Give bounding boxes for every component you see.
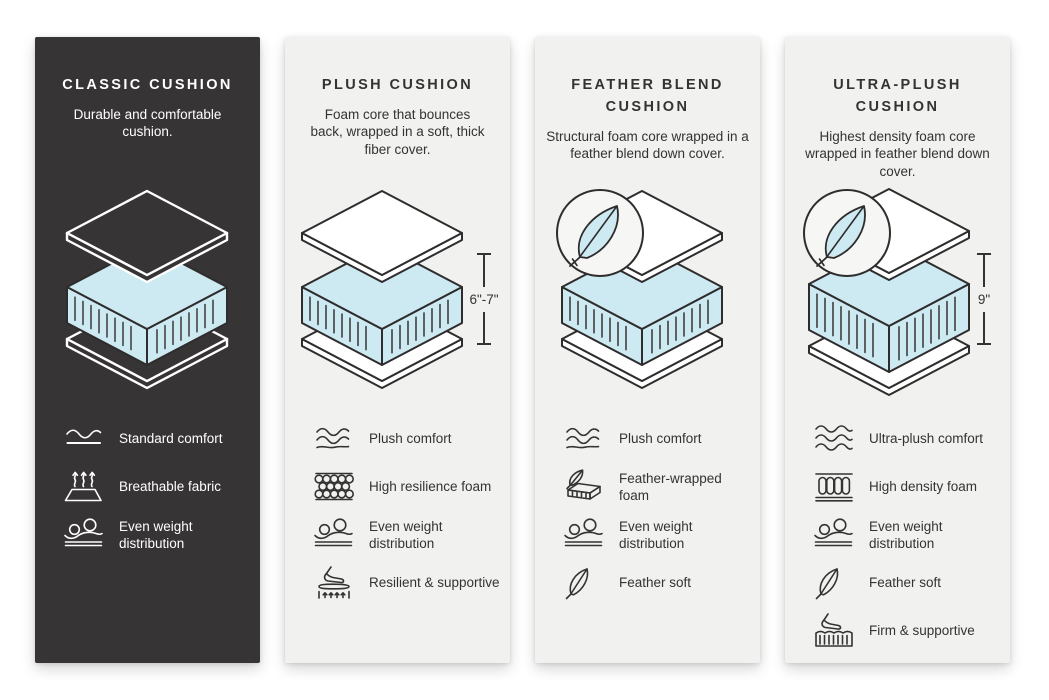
feature-label: Even weight distribution xyxy=(119,518,193,551)
panel-feather-blend-cushion xyxy=(535,37,760,663)
feature-item xyxy=(561,469,752,505)
measure-cap-bottom xyxy=(977,343,991,345)
triple-wave-icon xyxy=(811,421,857,457)
double-wave-icon xyxy=(561,421,607,457)
panel-description: Structural foam core wrapped in a feather blend down cover. xyxy=(546,128,749,162)
panel-header xyxy=(535,37,760,187)
circles-on-waves-icon xyxy=(311,517,357,553)
height-measurement-label: 6"-7" xyxy=(469,291,499,307)
measure-cap-bottom xyxy=(477,343,491,345)
feature-label: Resilient & supportive xyxy=(369,575,500,591)
height-measurement xyxy=(974,253,994,345)
foot-on-mattress-icon xyxy=(811,613,857,649)
panel-plush-cushion xyxy=(285,37,510,663)
panel-description: Foam core that bounces back, wrapped in a soft, thick fiber cover. xyxy=(310,106,485,157)
cushion-layers-illustration xyxy=(535,187,760,419)
feature-item xyxy=(561,565,752,601)
feature-label: Plush comfort xyxy=(369,431,452,447)
feature-item xyxy=(311,469,502,505)
double-wave-icon xyxy=(311,421,357,457)
cushion-layers-drawing xyxy=(35,187,260,399)
panel-title: FEATHER BLEND CUSHION xyxy=(571,77,724,115)
feature-list xyxy=(35,421,260,565)
measure-line xyxy=(483,255,485,287)
feature-item xyxy=(811,565,1002,601)
foot-spring-arrows-icon xyxy=(311,565,357,601)
feature-label: Standard comfort xyxy=(119,431,223,447)
panel-header xyxy=(285,37,510,187)
panel-title: CLASSIC CUSHION xyxy=(62,77,233,93)
feature-label: Even weight distribution xyxy=(619,518,693,551)
feature-label: Ultra-plush comfort xyxy=(869,431,984,447)
height-measurement-label: 9" xyxy=(977,291,991,307)
feature-item xyxy=(311,565,502,601)
cushion-layers-illustration xyxy=(285,187,510,419)
panel-header xyxy=(785,37,1010,187)
feature-list xyxy=(285,421,510,613)
panel-header xyxy=(35,37,260,187)
feature-item xyxy=(311,421,502,457)
feature-item xyxy=(61,517,252,553)
steam-mattress-icon xyxy=(61,469,107,505)
feature-item xyxy=(811,421,1002,457)
circles-on-waves-icon xyxy=(561,517,607,553)
panel-ultra-plush-cushion xyxy=(785,37,1010,663)
foam-cells-icon xyxy=(811,469,857,505)
feather-wrapped-block-icon xyxy=(561,469,607,505)
wave-line-icon xyxy=(61,421,107,457)
feature-label: Firm & supportive xyxy=(869,623,975,639)
feature-item xyxy=(811,613,1002,649)
feather-icon xyxy=(811,565,857,601)
height-measurement xyxy=(469,253,499,345)
panel-description: Highest density foam core wrapped in feather blend down cover. xyxy=(805,128,990,179)
panel-title: ULTRA-PLUSH CUSHION xyxy=(833,77,962,115)
feature-label: Feather-wrapped foam xyxy=(619,470,722,503)
panel-classic-cushion xyxy=(35,37,260,663)
circles-on-waves-icon xyxy=(811,517,857,553)
cushion-layers-drawing xyxy=(535,187,760,399)
feature-item xyxy=(811,469,1002,505)
measure-line xyxy=(483,312,485,344)
cushion-comparison-infographic xyxy=(35,37,1009,663)
feature-list xyxy=(785,421,1010,661)
feather-icon xyxy=(561,565,607,601)
measure-line xyxy=(983,312,985,344)
cushion-layers-illustration xyxy=(785,187,1010,419)
circles-on-waves-icon xyxy=(61,517,107,553)
feature-label: Even weight distribution xyxy=(369,518,443,551)
feature-item xyxy=(61,421,252,457)
feature-item xyxy=(561,517,752,553)
feature-label: Feather soft xyxy=(869,575,942,591)
feature-label: High density foam xyxy=(869,479,978,495)
feature-label: High resilience foam xyxy=(369,479,492,495)
feature-item xyxy=(811,517,1002,553)
foam-bubbles-icon xyxy=(311,469,357,505)
feature-label: Plush comfort xyxy=(619,431,702,447)
feature-item xyxy=(61,469,252,505)
feature-item xyxy=(311,517,502,553)
panel-description: Durable and comfortable cushion. xyxy=(73,106,222,140)
panel-title: PLUSH CUSHION xyxy=(321,77,474,93)
cushion-layers-illustration xyxy=(35,187,260,419)
feature-list xyxy=(535,421,760,613)
measure-line xyxy=(983,255,985,287)
feature-label: Breathable fabric xyxy=(119,479,222,495)
feature-label: Feather soft xyxy=(619,575,692,591)
feature-label: Even weight distribution xyxy=(869,518,943,551)
feature-item xyxy=(561,421,752,457)
